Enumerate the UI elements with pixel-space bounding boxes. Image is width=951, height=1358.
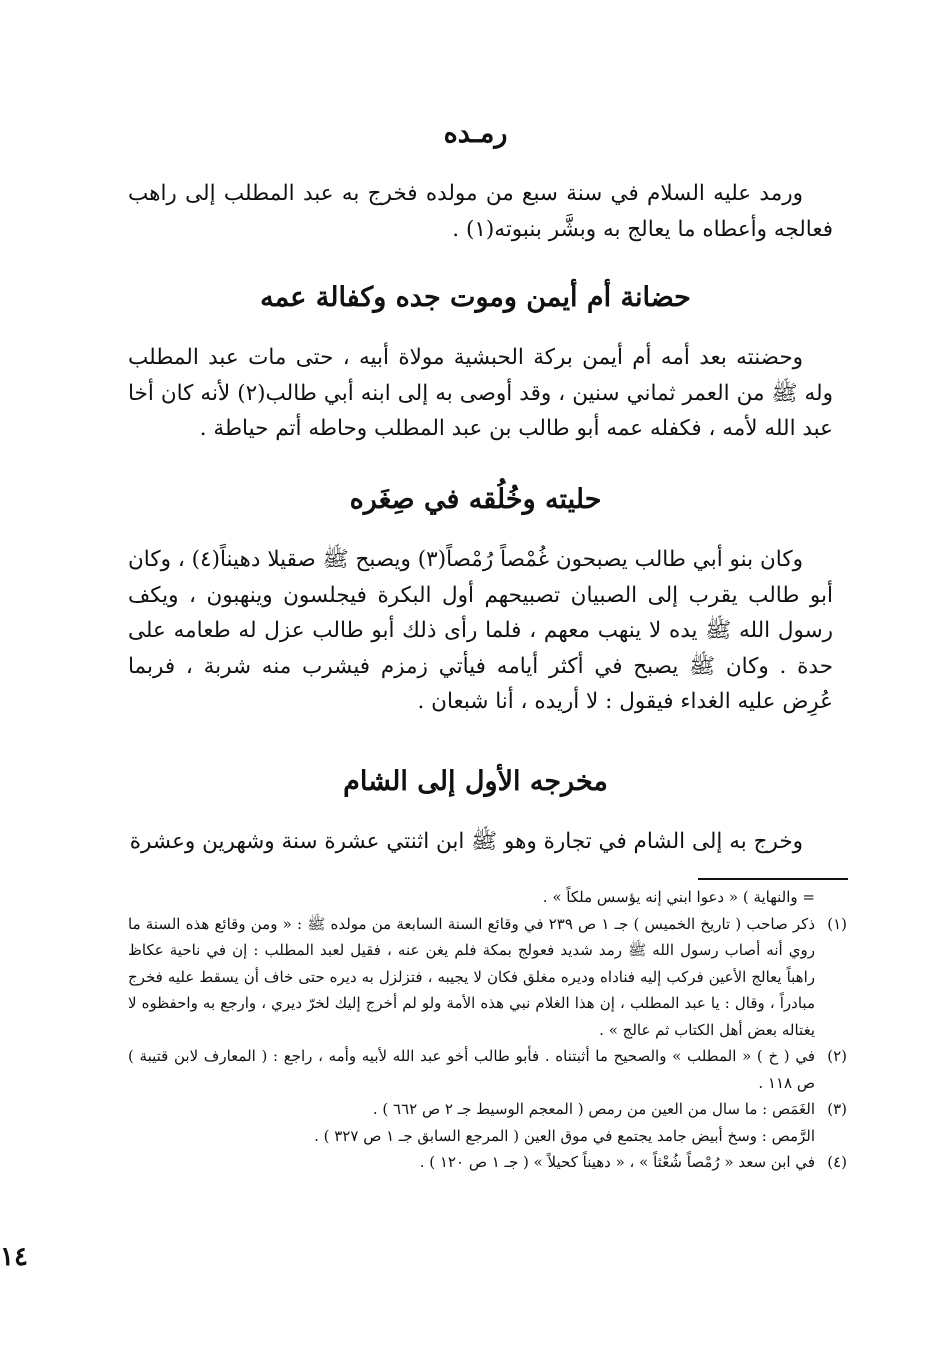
paragraph-text: وحضنته بعد أمه أم أيمن بركة الحبشية مولاة أبيه ، حتى مات عبد المطلب وله ﷺ من العمر ثماني سنين ، وقد أوصى به إلى ابنه أبي طالب(٢) لأنه كان أخا عبد الله لأمه ، فكفله عمه أبو طالب بن عبد المطلب وحاطه أتم حياطة . xyxy=(128,345,833,442)
paragraph-text: وخرج به إلى الشام في تجارة وهو ﷺ ابن اثنتي عشرة سنة وشهرين وعشرة xyxy=(129,829,803,854)
footnote-text: الرَّمص : وسخ أبيض جامد يجتمع في موق العين ( المرجع السابق جـ ١ ص ٣٢٧ ) . xyxy=(314,1126,815,1145)
footnote-3 xyxy=(128,1096,847,1123)
footnote-1 xyxy=(128,911,847,1044)
section-heading-hilya: حليته وخُلُقه في صِغَره xyxy=(349,484,602,515)
footnote-2 xyxy=(128,1043,847,1096)
paragraph-makhraj xyxy=(128,824,833,860)
paragraph-hilya xyxy=(128,542,833,720)
paragraph-hadana xyxy=(128,340,833,447)
footnotes xyxy=(128,884,847,1176)
footnote-number: (١) xyxy=(827,914,847,933)
footnote-3-continued xyxy=(128,1123,847,1150)
footnote-text: الغَمَص : ما سال من العين من رمص ( المعجم الوسيط جـ ٢ ص ٦٦٢ ) . xyxy=(372,1100,815,1118)
section-heading-ramad: رمـده xyxy=(443,118,508,149)
footnote-text: ذكر صاحب ( تاريخ الخميس ) جـ ١ ص ٢٣٩ في وقائع السنة السابعة من مولده ﷺ : « ومن وقائع هذه السنة ما روي أنه أصاب رسول الله ﷺ رمد شديد فعولج بمكة فلم يغن عنه ، فقيل لعبد المطلب : إن في ناحية عكاظ راهباً يعالج الأعين فركب إليه فناداه وديره مغلق فكان لا يجيبه ، فتزلزل به ديره حتى خاف أن يسقط عليه فخرج مبادراً ، وقال : يا عبد المطلب ، إن هذا الغلام نبي هذه الأمة ولو لم أخرج إليك لخرّ ديري ، وارجع به واحفظوه لا يغتاله بعض أهل الكتاب ثم عالج » . xyxy=(128,914,815,1039)
footnote-4 xyxy=(128,1149,847,1176)
footnote-text: = والنهاية ) « دعوا ابني إنه يؤسس ملكاً » . xyxy=(542,888,815,906)
footnote-number: (٤) xyxy=(827,1153,847,1171)
footnote-continuation xyxy=(128,884,847,911)
footnote-number xyxy=(815,884,847,911)
section-heading-makhraj: مخرجه الأول إلى الشام xyxy=(343,766,608,797)
page-number: ١٤ xyxy=(0,1242,28,1272)
footnote-number: (٢) xyxy=(827,1047,847,1065)
footnote-text: في ابن سعد « رُمْصاً شُعْثاً » ، « دهيناً كحيلاً » ( جـ ١ ص ١٢٠ ) . xyxy=(419,1153,815,1171)
section-heading-hadana: حضانة أم أيمن وموت جده وكفالة عمه xyxy=(260,282,691,313)
footnote-number: (٣) xyxy=(827,1100,847,1118)
footnote-number xyxy=(815,1123,847,1150)
footnote-separator xyxy=(698,878,848,880)
paragraph-text: وكان بنو أبي طالب يصبحون غُمْصاً رُمْصاً(٣) ويصبح ﷺ صقيلا دهيناً(٤) ، وكان أبو طالب يقرب إلى الصبيان تصبيحهم أول البكرة فيجلسون وينهبون ، ويكف رسول الله ﷺ يده لا ينهب معهم ، فلما رأى ذلك أبو طالب عزل له طعامه على حدة . وكان ﷺ يصبح في أكثر أيامه فيأتي زمزم فيشرب منه شربة ، فربما عُرِض عليه الغداء فيقول : لا أريده ، أنا شبعان . xyxy=(128,547,833,715)
footnote-text: في ( خ ) « المطلب » والصحيح ما أثبتناه . فأبو طالب أخو عبد الله لأبيه وأمه ، راجع : ( المعارف لابن قتيبة ) ص ١١٨ . xyxy=(128,1047,815,1092)
paragraph-text: ورمد عليه السلام في سنة سبع من مولده فخرج به عبد المطلب إلى راهب فعالجه وأعطاه ما يعالج به وبشَّر بنبوته(١) . xyxy=(128,181,833,242)
paragraph-ramad xyxy=(128,176,833,247)
